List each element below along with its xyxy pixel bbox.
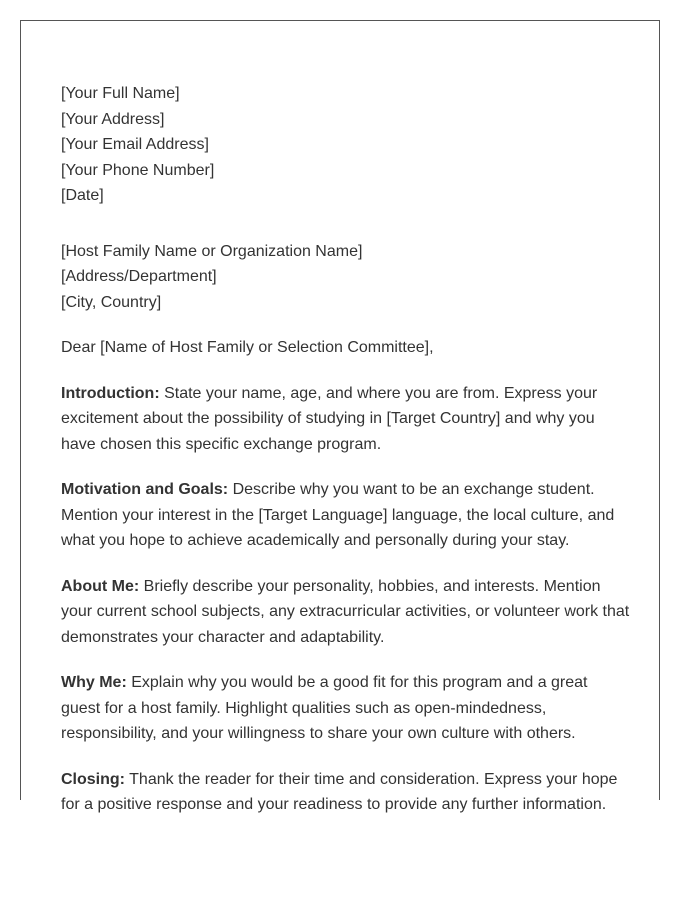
- paragraph-heading: Introduction:: [61, 384, 160, 402]
- sender-email: [Your Email Address]: [61, 136, 209, 153]
- paragraph-text: Describe why you want to be an exchange student. Mention your interest in the [Target Language] language, the local culture, and what you hope to achieve academically and personally during your stay.: [61, 481, 615, 549]
- letter-page: [20, 20, 660, 813]
- paragraph-why-me: [61, 670, 631, 747]
- recipient-city: [City, Country]: [61, 293, 162, 311]
- paragraph-text: Explain why you would be a good fit for this program and a great guest for a host family. Highlight qualities such as open-mindedness, responsibility, and your willingness to share your own culture with others.: [61, 674, 588, 742]
- letter-date: [Date]: [61, 187, 104, 204]
- sender-phone: [Your Phone Number]: [61, 161, 215, 179]
- sender-block: [61, 81, 631, 209]
- sender-address: [Your Address]: [61, 110, 165, 128]
- recipient-department: [Address/Department]: [61, 268, 217, 285]
- paragraph-heading: Motivation and Goals:: [61, 481, 229, 498]
- paragraph-motivation: [61, 477, 631, 554]
- salutation: Dear [Name of Host Family or Selection Committee],: [61, 339, 434, 356]
- paragraph-heading: Why Me:: [61, 674, 127, 691]
- paragraph-text: Briefly describe your personality, hobbies, and interests. Mention your current school subjects, any extracurricular activities, or volunteer work that demonstrates your character and adaptability.: [61, 577, 630, 646]
- paragraph-closing: [61, 767, 631, 818]
- paragraph-text: State your name, age, and where you are from. Express your excitement about the possibility of studying in [Target Country] and why you have chosen this specific exchange program.: [61, 384, 598, 453]
- recipient-block: [61, 239, 631, 316]
- letter-content: [61, 81, 631, 818]
- paragraph-introduction: [61, 381, 631, 458]
- sender-name: [Your Full Name]: [61, 85, 180, 102]
- paragraph-heading: Closing:: [61, 770, 125, 788]
- paragraph-about-me: [61, 574, 631, 651]
- paragraph-heading: About Me:: [61, 577, 140, 595]
- paragraph-text: Thank the reader for their time and consideration. Express your hope for a positive response and your readiness to provide any further information.: [61, 770, 618, 813]
- recipient-name: [Host Family Name or Organization Name]: [61, 242, 363, 260]
